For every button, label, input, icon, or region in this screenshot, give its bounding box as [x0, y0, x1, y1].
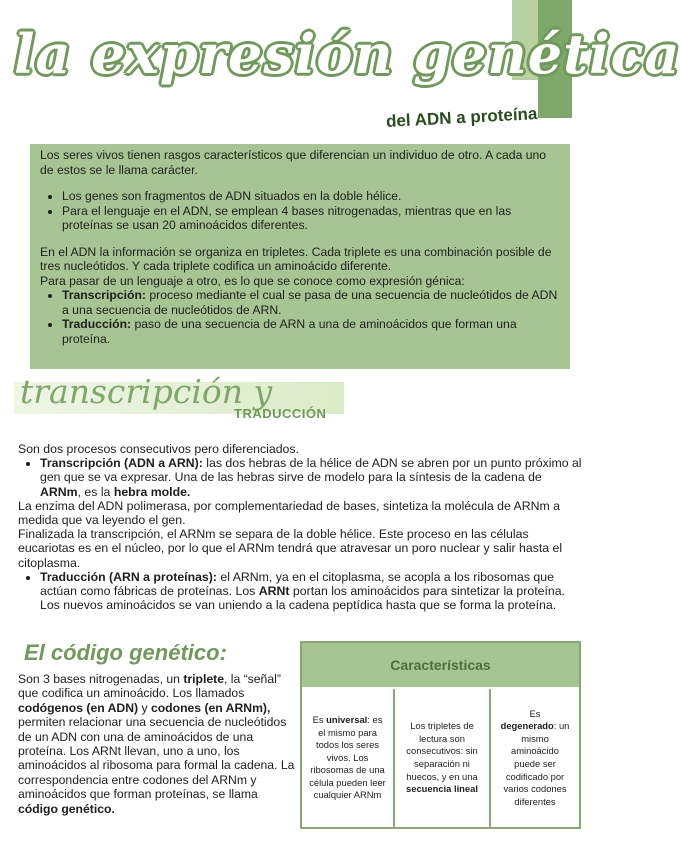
body-paragraph: La enzima del ADN polimerasa, por complementariedad de bases, sintetiza la molécula de ARNm a medida que va leyendo el gen. — [18, 498, 561, 528]
list-item — [62, 288, 560, 317]
body-paragraph: Finalizada la transcripción, el ARNm se separa de la doble hélice. Este proceso en las células eucariotas es en el núcleo, por lo que el ARNm tendrá que atravesar un poro nuclear y salir hasta el citoplasma. — [18, 527, 563, 570]
text-bold: degenerado — [500, 720, 554, 732]
page-title: la expresión genética — [14, 22, 680, 86]
text-bold: triplete — [183, 672, 224, 686]
process-list — [18, 570, 584, 613]
intro-paragraph: Los seres vivos tienen rasgos característicos que diferencian un individuo de otro. A cada uno de estos se le llama carácter. — [40, 148, 547, 177]
characteristics-table — [300, 641, 581, 829]
text-run: y — [138, 700, 151, 715]
list-item — [40, 456, 584, 499]
intro-bullet-list — [40, 189, 560, 233]
term-label: Transcripción: — [62, 288, 146, 302]
text-bold: secuencia lineal — [406, 783, 478, 795]
page-subtitle: del ADN a proteína — [385, 104, 538, 131]
text-run: , la “señal” que codifica un aminoácido. Los llamados — [18, 672, 281, 701]
text-bold: codógenos (en ADN) — [18, 700, 139, 715]
section-title-small: TRADUCCIÓN — [234, 406, 327, 421]
text-bold: universal — [326, 713, 368, 725]
list-item: • Para el lenguaje en el ADN, se emplean 4 bases nitrogenadas, mientras que en las proteínas se usan 20 aminoácidos diferentes. — [62, 204, 560, 233]
section-title-script: transcripción y — [20, 372, 273, 411]
text-run: Los tripletes de lectura son consecutivos: sin separación ni huecos, y en una — [406, 720, 478, 782]
text-run: Es — [312, 713, 327, 725]
intro-paragraph: Para pasar de un lenguaje a otro, es lo que se conoce como expresión génica: — [40, 273, 465, 288]
term-label: Traducción (ARN a proteínas): — [40, 569, 217, 584]
text-run: permiten relacionar una secuencia de nucleótidos de un ADN con una de aminoácidos de una proteína. Los ARNt llevan, uno a uno, los aminoácidos al ribosoma para formal la cadena. La correspondencia entre codones del ARNm y aminoácidos que forman proteínas, se llama — [18, 715, 295, 802]
intro-paragraph: En el ADN la información se organiza en tripletes. Cada triplete es una combinación posible de tres nucleótidos. Y cada triplete codifica un aminoácido diferente. — [40, 244, 552, 273]
term-bold: ARNm — [40, 484, 78, 499]
intro-box — [30, 144, 570, 369]
codigo-title: El código genético: — [24, 640, 227, 665]
term-bold: hebra molde. — [113, 484, 191, 499]
term-text: el ARNm, ya en el citoplasma, se acopla a los ribosomas que actúan como fábricas de proteínas. Los — [40, 569, 554, 599]
table-cell-lineal — [395, 689, 491, 827]
text-run: : es el mismo para todos los seres vivos. Los ribosomas de una célula pueden leer cualquier ARNm — [309, 713, 386, 801]
text-run: Es — [529, 707, 541, 719]
table-header: Características — [302, 643, 579, 687]
text-run: Son 3 bases nitrogenadas, un — [18, 672, 184, 686]
section-body — [18, 442, 584, 612]
process-list — [18, 456, 584, 499]
section-intro: Son dos procesos consecutivos pero diferenciados. — [18, 442, 299, 456]
term-label: Traducción: — [62, 317, 132, 331]
list-item: • Los genes son fragmentos de ADN situados en la doble hélice. — [62, 189, 560, 204]
text-bold: código genético. — [18, 801, 115, 816]
text-run: : un mismo aminoácido puede ser codificado por varios codones diferentes — [503, 720, 570, 807]
intro-terms-list — [40, 288, 560, 346]
term-label: Transcripción (ADN a ARN): — [40, 456, 203, 471]
table-cell-universal — [302, 689, 395, 827]
term-text: paso de una secuencia de ARN a una de aminoácidos que forman una proteína. — [62, 317, 517, 346]
codigo-text — [18, 672, 298, 816]
text-bold: codones (en ARNm), — [150, 700, 271, 715]
term-text: , es la — [77, 484, 114, 499]
list-item — [62, 317, 560, 346]
term-text: portan los aminoácidos para sintetizar la proteína. Los nuevos aminoácidos se van uniendo a la cadena peptídica hasta que se forma la proteína. — [40, 584, 565, 613]
term-text: proceso mediante el cual se pasa de una secuencia de nucleótidos de ADN a una secuencia de nucleótidos de ARN. — [62, 288, 558, 317]
term-text: las dos hebras de la hélice de ADN se abren por un punto próximo al gen que se va expresar. Una de las hebras sirve de modelo para la síntesis de la cadena de — [40, 456, 582, 485]
term-bold: ARNt — [258, 584, 290, 599]
list-item — [40, 570, 584, 613]
table-cell-degenerado — [491, 689, 579, 827]
